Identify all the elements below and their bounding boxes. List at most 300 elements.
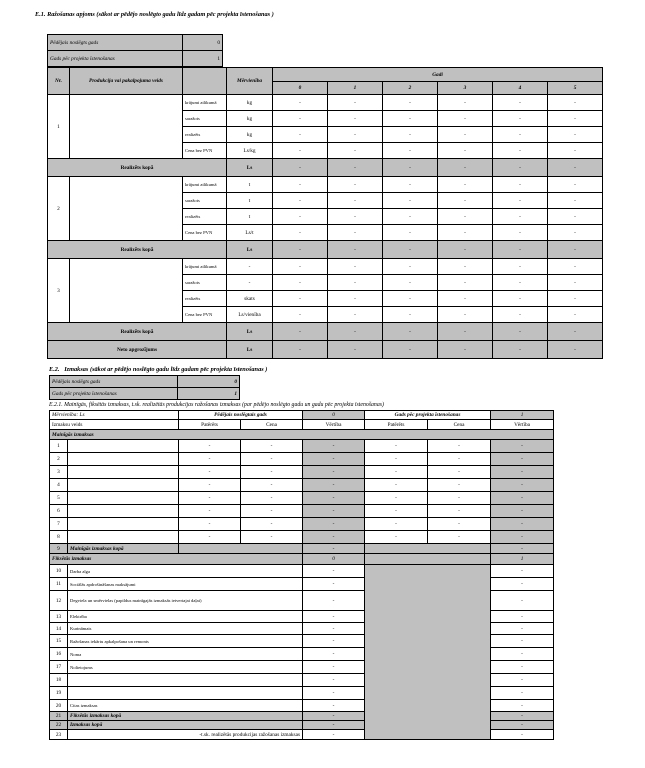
value-cell: -: [179, 440, 241, 453]
value-cell: -: [328, 143, 383, 159]
value-cell: -: [241, 492, 303, 505]
value-cell: -: [493, 323, 548, 341]
value-cell: -: [365, 479, 428, 492]
row-label: saražots: [183, 193, 227, 209]
value-cell: -: [438, 177, 493, 193]
value-cell: -: [383, 111, 438, 127]
row-number: 17: [50, 661, 68, 674]
value-cell: -: [303, 453, 365, 466]
value-cell: -: [303, 578, 365, 591]
value-cell: -: [428, 505, 491, 518]
value-cell: -: [491, 648, 554, 661]
row-number: 8: [50, 531, 68, 544]
costs-total-label: Izmaksas kopā: [68, 721, 303, 730]
value-cell: -: [438, 291, 493, 307]
row-number: 9: [50, 544, 68, 554]
col-unit: Mērvienība: [227, 68, 273, 95]
total-unit: Ls: [227, 159, 273, 177]
value-cell: -: [303, 635, 365, 648]
value-cell: -: [273, 159, 328, 177]
value-cell: -: [491, 440, 554, 453]
section-e1-title: [35, 11, 274, 18]
value-cell: -: [438, 275, 493, 291]
row-label: [68, 492, 179, 505]
value-cell: -: [438, 225, 493, 241]
value-cell: -: [428, 518, 491, 531]
value-cell: -: [383, 291, 438, 307]
total-unit: Ls: [227, 241, 273, 259]
value-cell: -: [491, 531, 554, 544]
value-cell: -: [548, 291, 603, 307]
row-label: [68, 531, 179, 544]
row-label: Noma: [68, 648, 303, 661]
value-cell: -: [328, 111, 383, 127]
value-cell: -: [428, 479, 491, 492]
row-unit: kg: [227, 95, 273, 111]
value-cell: -: [493, 307, 548, 323]
value-cell: -: [303, 712, 365, 721]
row-label: Citas izmaksas: [68, 700, 303, 712]
info-value: 0: [178, 376, 240, 388]
value-cell: -: [303, 687, 365, 700]
value-cell: -: [365, 466, 428, 479]
value-cell: -: [438, 95, 493, 111]
value-cell: -: [491, 591, 554, 611]
value-cell: -: [548, 225, 603, 241]
row-unit: t: [227, 209, 273, 225]
value-cell: -: [428, 453, 491, 466]
value-cell: -: [548, 241, 603, 259]
row-unit: kg: [227, 111, 273, 127]
value-cell: -: [273, 127, 328, 143]
value-cell: -: [303, 518, 365, 531]
value-cell: -: [383, 341, 438, 359]
value-cell: -: [493, 111, 548, 127]
row-label: realizēts: [183, 291, 227, 307]
value-cell: -: [548, 323, 603, 341]
value-cell: -: [438, 193, 493, 209]
value-cell: -: [493, 193, 548, 209]
value-cell: -: [438, 307, 493, 323]
section-note: (sākot ar pēdējo noslēgto gadu līdz gadam pēc projekta īstenošanas ): [89, 366, 268, 373]
row-label: Kurināmais: [68, 623, 303, 635]
value-cell: -: [491, 466, 554, 479]
row-unit: t: [227, 193, 273, 209]
after-project-value: 1: [491, 411, 554, 420]
value-cell: -: [273, 143, 328, 159]
value-cell: -: [303, 492, 365, 505]
row-label: [68, 479, 179, 492]
row-label: saražots: [183, 111, 227, 127]
value-cell: -: [328, 159, 383, 177]
value-cell: -: [493, 95, 548, 111]
row-number: 7: [50, 518, 68, 531]
value-cell: -: [491, 687, 554, 700]
value-cell: -: [438, 323, 493, 341]
value-cell: -: [493, 225, 548, 241]
value-cell: -: [491, 565, 554, 578]
group-product: [70, 177, 183, 241]
total-label: Realizēts kopā: [48, 323, 227, 341]
row-number: 3: [50, 466, 68, 479]
value-cell: -: [328, 127, 383, 143]
value-cell: -: [303, 700, 365, 712]
row-number: 10: [50, 565, 68, 578]
value-cell: -: [491, 492, 554, 505]
value-cell: -: [493, 259, 548, 275]
section-number: E.1.: [35, 11, 46, 18]
value-cell: -: [303, 730, 365, 740]
total-label: Realizēts kopā: [48, 241, 227, 259]
value-cell: -: [328, 209, 383, 225]
value-cell: -: [493, 341, 548, 359]
value-cell: -: [328, 225, 383, 241]
col-price: Cena: [428, 420, 491, 430]
blank-cell: [365, 544, 491, 554]
last-year-header: Pēdējais noslēgtais gads: [179, 411, 303, 420]
value-cell: -: [365, 518, 428, 531]
row-number: 1: [50, 440, 68, 453]
value-cell: -: [179, 531, 241, 544]
group-number: 2: [48, 177, 70, 241]
value-cell: -: [438, 341, 493, 359]
value-cell: -: [491, 623, 554, 635]
production-cost-label: -t.sk. realizētās produkcijas ražošanas izmaksas: [68, 730, 303, 740]
value-cell: -: [179, 453, 241, 466]
row-number: 4: [50, 479, 68, 492]
row-label: Cena bez PVN: [183, 225, 227, 241]
net-turnover-unit: Ls: [227, 341, 273, 359]
col-sub: [183, 68, 227, 95]
total-label: Realizēts kopā: [48, 159, 227, 177]
section-e2-title: [49, 366, 267, 373]
row-number: 20: [50, 700, 68, 712]
costs-table: [49, 410, 554, 740]
value-cell: -: [303, 674, 365, 687]
fixed-total-label: Fiksētās izmaksas kopā: [68, 712, 303, 721]
value-cell: -: [303, 623, 365, 635]
row-number: 19: [50, 687, 68, 700]
value-cell: -: [548, 127, 603, 143]
row-label: [68, 440, 179, 453]
value-cell: -: [438, 241, 493, 259]
value-cell: -: [548, 177, 603, 193]
value-cell: -: [328, 177, 383, 193]
year-header: 5: [548, 82, 603, 95]
value-cell: -: [241, 505, 303, 518]
col-nr: Nr.: [48, 68, 70, 95]
col-years: Gadi: [273, 68, 603, 82]
row-number: 6: [50, 505, 68, 518]
value-cell: -: [491, 700, 554, 712]
value-cell: -: [491, 674, 554, 687]
value-cell: -: [548, 159, 603, 177]
year-header: 3: [438, 82, 493, 95]
value-cell: -: [303, 661, 365, 674]
row-number: 13: [50, 611, 68, 623]
value-cell: -: [548, 95, 603, 111]
value-cell: -: [328, 259, 383, 275]
row-number: 23: [50, 730, 68, 740]
row-unit: t: [227, 177, 273, 193]
row-number: 11: [50, 578, 68, 591]
value-cell: -: [303, 648, 365, 661]
net-turnover-label: Neto apgrozījums: [48, 341, 227, 359]
blank-cell: [179, 544, 303, 554]
row-label: Nolietojums: [68, 661, 303, 674]
after-project-header: Gads pēc projekta īstenošanas: [365, 411, 491, 420]
last-year-value: 0: [303, 411, 365, 420]
group-number: 1: [48, 95, 70, 159]
row-number: 5: [50, 492, 68, 505]
value-cell: -: [493, 127, 548, 143]
value-cell: -: [273, 275, 328, 291]
group-product: [70, 95, 183, 159]
row-label: Elektrība: [68, 611, 303, 623]
value-cell: -: [548, 143, 603, 159]
value-cell: -: [273, 95, 328, 111]
info-value: 1: [178, 388, 240, 400]
value-cell: -: [179, 492, 241, 505]
value-cell: -: [383, 143, 438, 159]
row-number: 2: [50, 453, 68, 466]
row-number: 12: [50, 591, 68, 611]
value-cell: -: [491, 661, 554, 674]
value-cell: -: [365, 505, 428, 518]
value-cell: -: [328, 291, 383, 307]
production-table: [47, 67, 603, 359]
value-cell: -: [491, 730, 554, 740]
value-cell: -: [428, 440, 491, 453]
row-unit: Ls/vienība: [227, 307, 273, 323]
row-label: [68, 453, 179, 466]
value-cell: -: [491, 611, 554, 623]
value-cell: -: [383, 307, 438, 323]
row-label: Cena bez PVN: [183, 307, 227, 323]
value-cell: -: [383, 241, 438, 259]
variable-costs-header: Mainīgās izmaksas: [50, 430, 554, 440]
value-cell: -: [328, 241, 383, 259]
value-cell: -: [438, 127, 493, 143]
value-cell: -: [438, 159, 493, 177]
value-cell: -: [428, 492, 491, 505]
value-cell: -: [491, 635, 554, 648]
row-unit: Ls/t: [227, 225, 273, 241]
row-label: Cena bez PVN: [183, 143, 227, 159]
value-cell: -: [548, 193, 603, 209]
value-cell: -: [241, 531, 303, 544]
row-label: [68, 674, 303, 687]
value-cell: -: [179, 505, 241, 518]
value-cell: -: [241, 466, 303, 479]
info-label: Gads pēc projekta īstenošanas: [48, 51, 183, 67]
value-cell: -: [383, 259, 438, 275]
col-value: Vērtība: [303, 420, 365, 430]
col-product: Produkcija vai pakalpojuma veids: [70, 68, 183, 95]
value-cell: -: [383, 193, 438, 209]
row-unit: -: [227, 275, 273, 291]
row-label: Ražošanas iekārtu apkalpošana un remonts: [68, 635, 303, 648]
value-cell: -: [328, 307, 383, 323]
row-number: 21: [50, 712, 68, 721]
e2-info-table: [49, 375, 240, 400]
row-label: [68, 466, 179, 479]
e21-subtitle: E.2.1. Mainīgās, fiksētās izmaksas, t.sk. realizētās produkcijas ražošanas izmaksas (par pēdējo noslēgto gadu un gadu pēc projekta īstenošanas): [49, 402, 384, 408]
value-cell: -: [383, 127, 438, 143]
row-label: Degviela un smērvielas (papildus mainīgajās izmaksās ietvertajai daļai): [68, 591, 303, 611]
value-cell: -: [383, 323, 438, 341]
info-label: Gads pēc projekta īstenošanas: [50, 388, 178, 400]
value-cell: -: [273, 341, 328, 359]
value-cell: -: [383, 95, 438, 111]
value-cell: -: [273, 111, 328, 127]
row-unit: -: [227, 259, 273, 275]
fixed-header-value: 0: [303, 554, 365, 565]
col-value: Vērtība: [491, 420, 554, 430]
year-header: 1: [328, 82, 383, 95]
value-cell: -: [438, 111, 493, 127]
blank-cell: [365, 565, 491, 740]
value-cell: -: [491, 505, 554, 518]
value-cell: -: [328, 193, 383, 209]
value-cell: -: [438, 209, 493, 225]
value-cell: -: [303, 591, 365, 611]
value-cell: -: [548, 209, 603, 225]
value-cell: -: [548, 111, 603, 127]
blank-cell: [365, 554, 491, 565]
row-label: realizēts: [183, 127, 227, 143]
group-product: [70, 259, 183, 323]
fixed-header-value: 1: [491, 554, 554, 565]
row-number: 18: [50, 674, 68, 687]
row-unit: skats: [227, 291, 273, 307]
value-cell: -: [383, 159, 438, 177]
value-cell: -: [428, 531, 491, 544]
value-cell: -: [179, 518, 241, 531]
year-header: 0: [273, 82, 328, 95]
value-cell: -: [428, 466, 491, 479]
value-cell: -: [365, 492, 428, 505]
value-cell: -: [303, 531, 365, 544]
value-cell: -: [273, 193, 328, 209]
row-number: 15: [50, 635, 68, 648]
value-cell: -: [273, 323, 328, 341]
col-price: Cena: [241, 420, 303, 430]
fixed-costs-header: Fiksētās izmaksas: [50, 554, 303, 565]
value-cell: -: [273, 291, 328, 307]
col-cost-type: Izmaksu veids: [50, 420, 179, 430]
value-cell: -: [273, 177, 328, 193]
row-label: krājumi atlikumā: [183, 95, 227, 111]
row-label: Darba alga: [68, 565, 303, 578]
value-cell: -: [303, 505, 365, 518]
row-label: krājumi atlikumā: [183, 259, 227, 275]
value-cell: -: [328, 341, 383, 359]
value-cell: -: [179, 466, 241, 479]
info-value: 1: [183, 51, 223, 67]
value-cell: -: [303, 479, 365, 492]
value-cell: -: [241, 518, 303, 531]
row-number: 14: [50, 623, 68, 635]
value-cell: -: [241, 479, 303, 492]
value-cell: -: [273, 241, 328, 259]
value-cell: -: [273, 259, 328, 275]
row-number: 22: [50, 721, 68, 730]
value-cell: -: [303, 721, 365, 730]
value-cell: -: [303, 611, 365, 623]
value-cell: -: [491, 721, 554, 730]
row-number: 16: [50, 648, 68, 661]
year-header: 2: [383, 82, 438, 95]
col-spent: Patērēts: [179, 420, 241, 430]
section-heading: Ražošanas apjoms: [47, 11, 95, 18]
value-cell: -: [303, 565, 365, 578]
value-cell: -: [548, 259, 603, 275]
total-unit: Ls: [227, 323, 273, 341]
value-cell: -: [273, 225, 328, 241]
value-cell: -: [179, 479, 241, 492]
value-cell: -: [383, 275, 438, 291]
row-unit: Ls/kg: [227, 143, 273, 159]
e1-info-table: [47, 34, 223, 67]
value-cell: -: [383, 209, 438, 225]
section-number: E.2.: [49, 366, 60, 373]
col-spent: Patērēts: [365, 420, 428, 430]
row-label: [68, 687, 303, 700]
row-label: realizēts: [183, 209, 227, 225]
value-cell: -: [383, 225, 438, 241]
value-cell: -: [548, 307, 603, 323]
value-cell: -: [303, 466, 365, 479]
value-cell: -: [273, 307, 328, 323]
row-unit: kg: [227, 127, 273, 143]
info-value: 0: [183, 35, 223, 51]
variable-total-label: Mainīgās izmaksas kopā: [68, 544, 179, 554]
value-cell: -: [365, 453, 428, 466]
value-cell: -: [438, 143, 493, 159]
value-cell: -: [365, 531, 428, 544]
value-cell: -: [241, 440, 303, 453]
value-cell: -: [491, 479, 554, 492]
value-cell: -: [548, 275, 603, 291]
value-cell: -: [241, 453, 303, 466]
row-label: Sociālās apdrošināšanas maksājumi: [68, 578, 303, 591]
value-cell: -: [493, 291, 548, 307]
value-cell: -: [328, 323, 383, 341]
value-cell: -: [548, 341, 603, 359]
unit-label: Mērvienība: Ls: [50, 411, 179, 420]
value-cell: -: [493, 159, 548, 177]
section-heading: Izmaksas: [64, 366, 89, 373]
value-cell: -: [493, 275, 548, 291]
info-label: Pēdējais noslēgts gads: [50, 376, 178, 388]
value-cell: -: [493, 241, 548, 259]
value-cell: -: [493, 177, 548, 193]
value-cell: -: [491, 518, 554, 531]
row-label: [68, 505, 179, 518]
info-label: Pēdējais noslēgts gads: [48, 35, 183, 51]
value-cell: -: [328, 95, 383, 111]
value-cell: -: [273, 209, 328, 225]
year-header: 4: [493, 82, 548, 95]
value-cell: -: [491, 453, 554, 466]
row-label: krājumi atlikumā: [183, 177, 227, 193]
value-cell: -: [365, 440, 428, 453]
value-cell: -: [493, 143, 548, 159]
row-label: saražots: [183, 275, 227, 291]
value-cell: -: [383, 177, 438, 193]
group-number: 3: [48, 259, 70, 323]
